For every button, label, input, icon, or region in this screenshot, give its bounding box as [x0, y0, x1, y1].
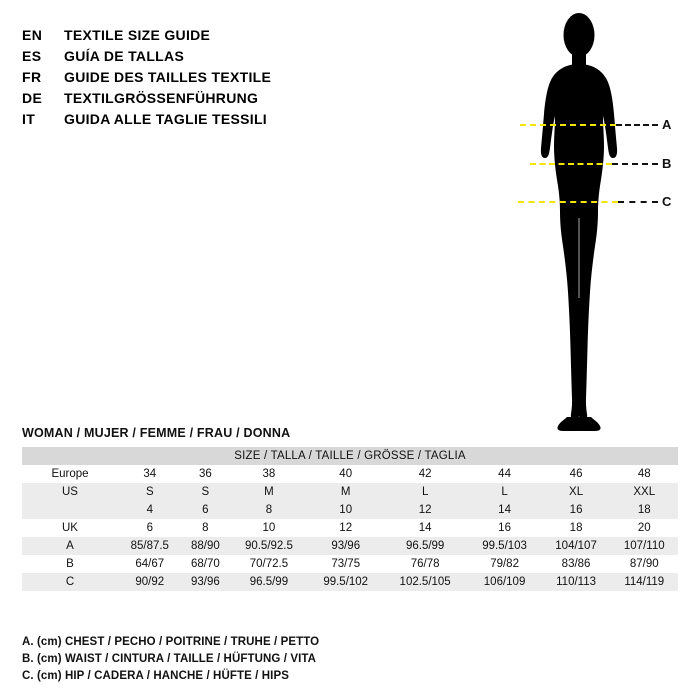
language-row: [22, 68, 442, 86]
table-cell: 8: [202, 522, 209, 534]
language-code: IT: [22, 111, 36, 127]
legend-line-a: A. (cm) CHEST / PECHO / POITRINE / TRUHE / PETTO: [22, 636, 320, 648]
table-cell: 85/87.5: [130, 540, 169, 552]
table-cell: S: [145, 486, 154, 498]
row-label: B: [66, 558, 74, 570]
table-cell: 10: [262, 522, 276, 534]
marker-label-b: B: [662, 156, 672, 171]
table-cell: L: [501, 486, 508, 498]
table-cell: 12: [418, 504, 432, 516]
table-cell: 76/78: [410, 558, 440, 570]
table-cell: 83/86: [561, 558, 591, 570]
table-title: WOMAN / MUJER / FEMME / FRAU / DONNA: [22, 426, 291, 440]
language-code: DE: [22, 90, 43, 106]
table-row: [22, 483, 678, 501]
body-figure: [492, 8, 692, 438]
female-silhouette-icon: [514, 8, 644, 438]
table-cell: M: [340, 486, 351, 498]
table-cell: 88/90: [190, 540, 220, 552]
table-cell: 70/72.5: [249, 558, 289, 570]
row-label: Europe: [51, 468, 89, 480]
table-cell: 99.5/102: [323, 576, 369, 588]
table-cell: 90.5/92.5: [244, 540, 293, 552]
table-cell: 106/109: [483, 576, 526, 588]
table-cell: 36: [198, 468, 212, 480]
table-cell: S: [201, 486, 210, 498]
language-title: GUIDE DES TAILLES TEXTILE: [64, 69, 272, 85]
table-cell: 99.5/103: [482, 540, 527, 552]
language-row: [22, 47, 442, 65]
table-cell: 14: [418, 522, 432, 534]
table-header-label: SIZE / TALLA / TAILLE / GRÖSSE / TAGLIA: [234, 450, 466, 462]
table-cell: 18: [637, 504, 651, 516]
language-title: GUÍA DE TALLAS: [64, 48, 185, 64]
table-cell: 102.5/105: [399, 576, 451, 588]
language-title: GUIDA ALLE TAGLIE TESSILI: [64, 111, 267, 127]
table-cell: 87/90: [629, 558, 659, 570]
table-cell: 96.5/99: [405, 540, 445, 552]
table-cell: 34: [143, 468, 157, 480]
measurement-legend: [22, 634, 522, 685]
table-cell: 96.5/99: [249, 576, 289, 588]
table-cell: 90/92: [135, 576, 165, 588]
table-cell: 12: [339, 522, 353, 534]
leader-line-a: [616, 124, 658, 126]
leader-line-c: [618, 201, 658, 203]
table-cell: 6: [202, 504, 209, 516]
table-cell: 10: [339, 504, 353, 516]
table-cell: 93/96: [331, 540, 361, 552]
language-title: TEXTILGRÖSSENFÜHRUNG: [64, 90, 259, 106]
legend-line-b: B. (cm) WAIST / CINTURA / TAILLE / HÜFTUNG / VITA: [22, 653, 317, 665]
table-cell: 42: [418, 468, 432, 480]
table-cell: 48: [637, 468, 651, 480]
legend-line-c: C. (cm) HIP / CADERA / HANCHE / HÜFTE / HIPS: [22, 670, 290, 682]
table-cell: 107/110: [623, 540, 665, 552]
language-header-block: [22, 26, 442, 131]
language-code: EN: [22, 27, 43, 43]
row-label: [22, 501, 118, 519]
language-row: [22, 110, 442, 128]
measure-line-chest: [520, 124, 616, 126]
table-cell: 64/67: [135, 558, 165, 570]
table-cell: M: [264, 486, 274, 498]
table-cell: 46: [569, 468, 583, 480]
table-row: [22, 537, 678, 555]
table-cell: 6: [146, 522, 153, 534]
size-table: [22, 447, 678, 591]
table-row: [22, 501, 678, 519]
marker-label-c: C: [662, 194, 672, 209]
table-cell: 20: [637, 522, 651, 534]
table-cell: 14: [498, 504, 511, 516]
table-row: [22, 555, 678, 573]
marker-label-a: A: [662, 117, 672, 132]
table-cell: 114/119: [624, 576, 665, 588]
row-label: A: [66, 540, 74, 552]
table-cell: L: [421, 486, 429, 498]
table-cell: 73/75: [331, 558, 361, 570]
row-label: UK: [62, 522, 78, 534]
measure-line-hip: [518, 201, 618, 203]
table-cell: 16: [569, 504, 583, 516]
row-label: C: [65, 576, 75, 588]
table-cell: 68/70: [190, 558, 220, 570]
table-cell: 38: [262, 468, 276, 480]
language-title: TEXTILE SIZE GUIDE: [64, 27, 211, 43]
table-cell: 93/96: [190, 576, 220, 588]
table-cell: 110/113: [556, 576, 596, 588]
row-label: US: [62, 486, 78, 498]
table-cell: 8: [265, 504, 273, 516]
table-cell: 44: [498, 468, 511, 480]
language-row: [22, 26, 442, 44]
size-table-section: [22, 426, 678, 591]
measure-line-waist: [530, 163, 612, 165]
language-row: [22, 89, 442, 107]
language-code: FR: [22, 69, 42, 85]
table-row: [22, 519, 678, 537]
table-row: [22, 465, 678, 483]
language-code: ES: [22, 48, 42, 64]
table-cell: XL: [569, 486, 584, 498]
table-cell: 104/107: [555, 540, 597, 552]
table-cell: 18: [569, 522, 583, 534]
leader-line-b: [612, 163, 658, 165]
table-row: [22, 573, 678, 591]
table-cell: 40: [339, 468, 353, 480]
table-cell: 79/82: [490, 558, 519, 570]
table-cell: XXL: [633, 486, 656, 498]
table-cell: 4: [146, 504, 153, 516]
table-cell: 16: [498, 522, 511, 534]
table-header-row: [22, 447, 678, 465]
